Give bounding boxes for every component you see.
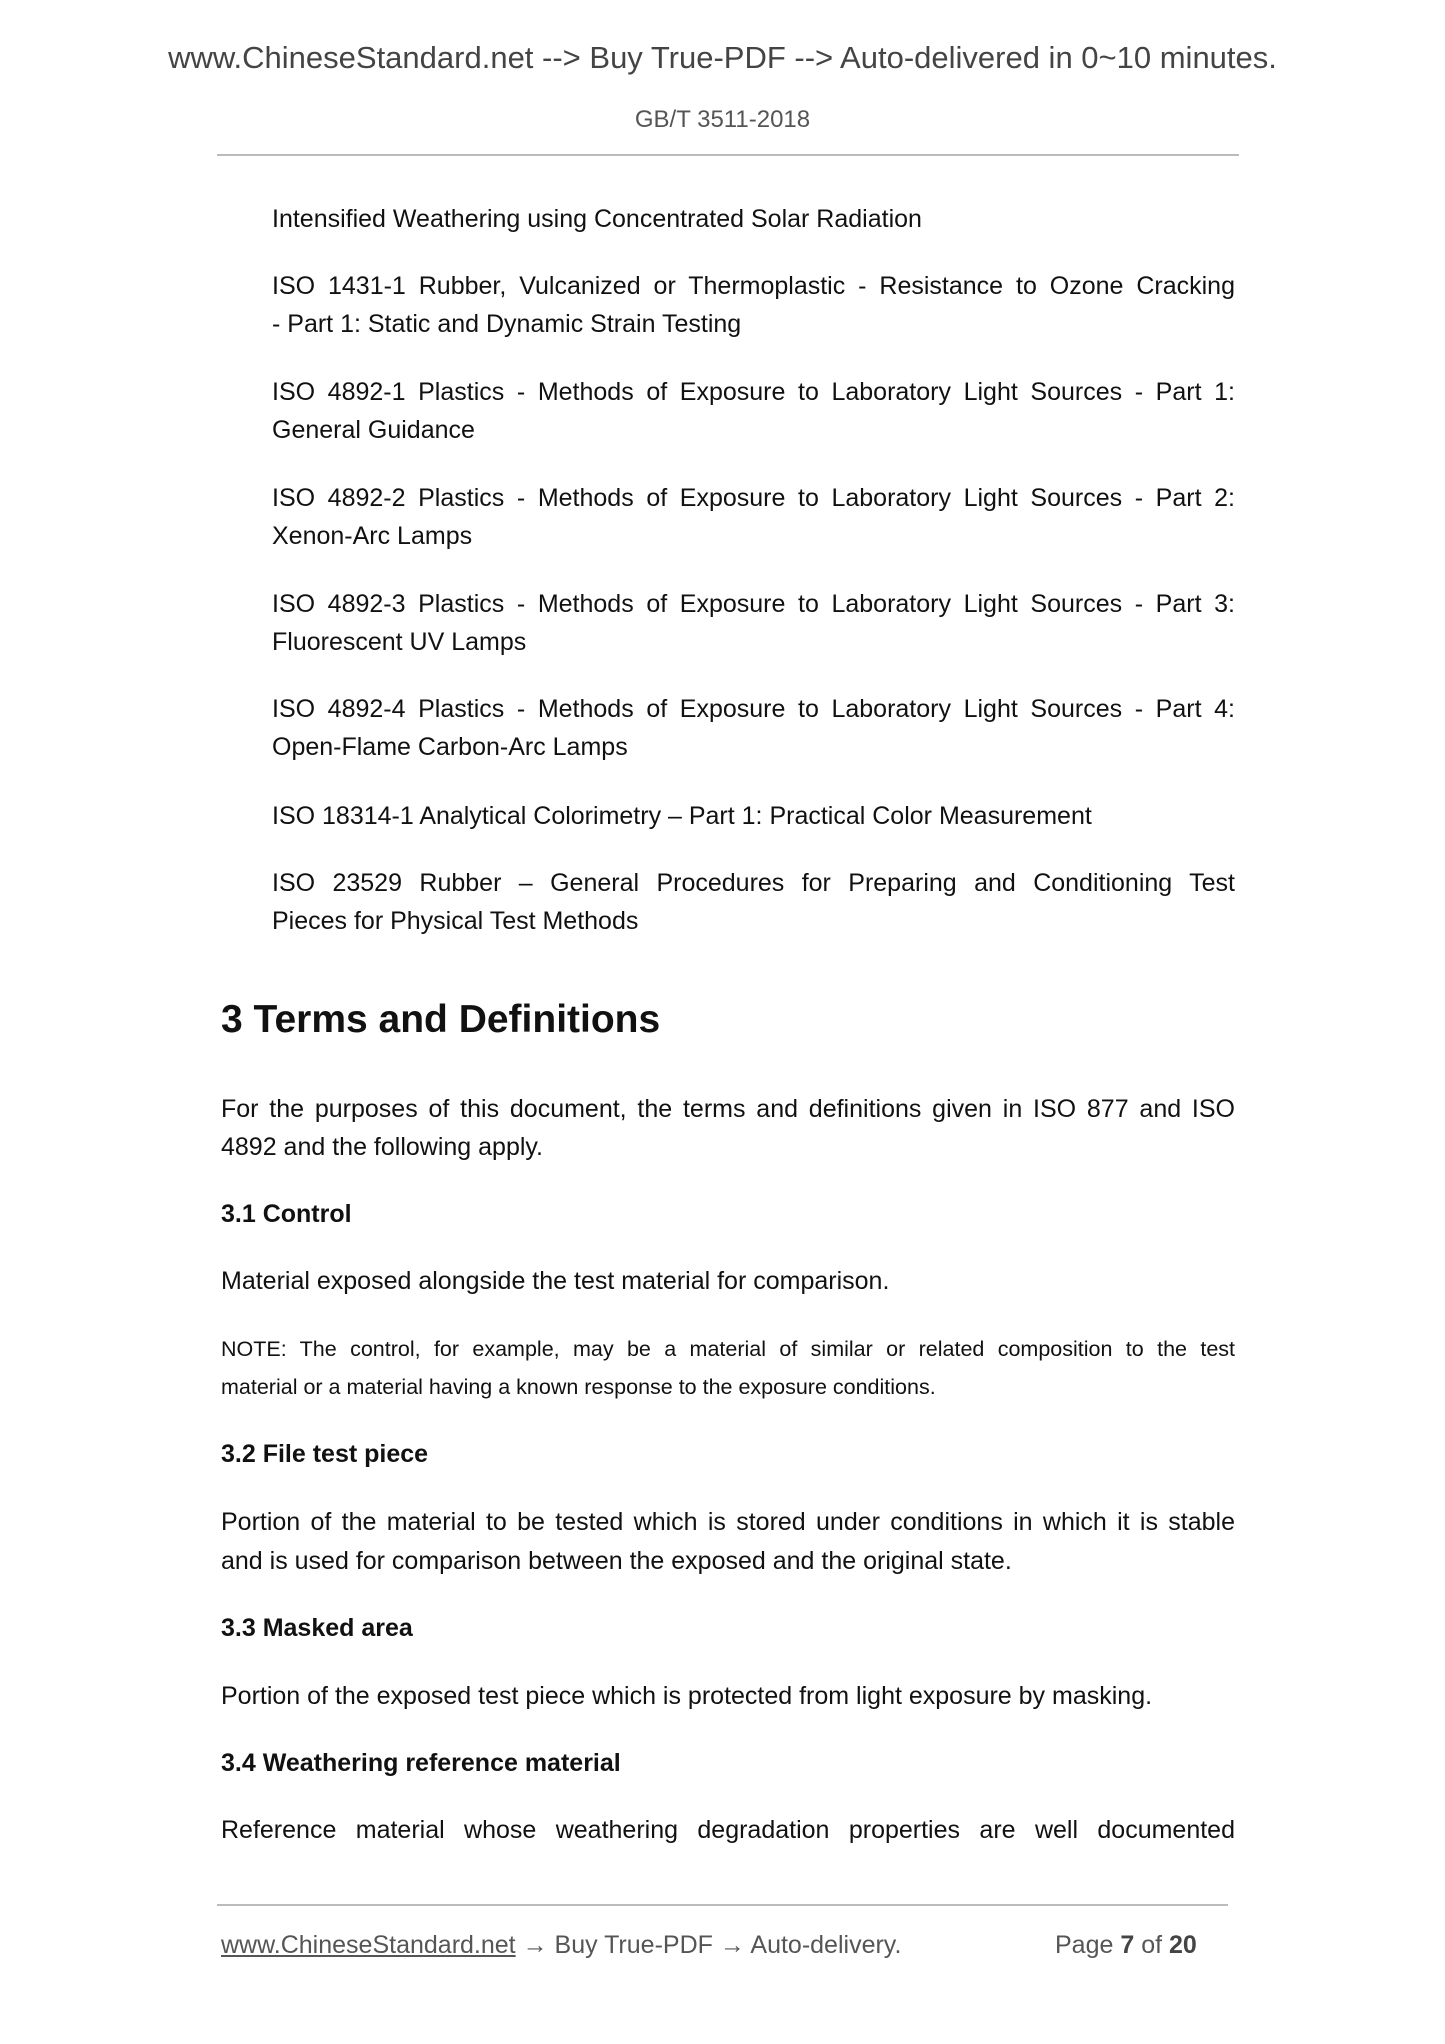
term-note: NOTE: The control, for example, may be a material of similar or related composition to the test: [221, 1337, 1235, 1361]
footer-divider: [217, 1904, 1228, 1906]
term-heading: 3.3 Masked area: [221, 1614, 413, 1642]
term-definition: Reference material whose weathering degradation properties are well documented: [221, 1816, 1235, 1844]
footer-text: [221, 1926, 901, 1964]
reference-line: ISO 23529 Rubber – General Procedures for Preparing and Conditioning Test: [272, 869, 1235, 897]
intro-text: For the purposes of this document, the terms and definitions given in ISO 877 and ISO: [221, 1095, 1235, 1123]
header-banner: www.ChineseStandard.net --> Buy True-PDF --> Auto-delivered in 0~10 minutes.: [168, 40, 1277, 75]
total-pages: 20: [1169, 1931, 1197, 1959]
term-heading: 3.4 Weathering reference material: [221, 1749, 621, 1777]
reference-line: Xenon-Arc Lamps: [272, 522, 473, 550]
term-heading: 3.1 Control: [221, 1200, 352, 1228]
intro-text: 4892 and the following apply.: [221, 1133, 543, 1161]
current-page: 7: [1120, 1931, 1135, 1959]
reference-line: ISO 4892-4 Plastics - Methods of Exposure to Laboratory Light Sources - Part 4:: [272, 695, 1235, 723]
document-code: GB/T 3511-2018: [634, 106, 811, 133]
reference-line: General Guidance: [272, 416, 475, 444]
reference-line: ISO 4892-2 Plastics - Methods of Exposure to Laboratory Light Sources - Part 2:: [272, 484, 1235, 512]
term-definition: Material exposed alongside the test material for comparison.: [221, 1267, 890, 1295]
term-definition: and is used for comparison between the exposed and the original state.: [221, 1547, 1012, 1575]
reference-line: Pieces for Physical Test Methods: [272, 907, 639, 935]
reference-line: Open-Flame Carbon-Arc Lamps: [272, 733, 628, 761]
page-of: of: [1141, 1931, 1163, 1959]
section-heading: 3 Terms and Definitions: [221, 998, 661, 1041]
term-note: material or a material having a known response to the exposure conditions.: [221, 1375, 936, 1399]
reference-line: Fluorescent UV Lamps: [272, 628, 527, 656]
reference-line: - Part 1: Static and Dynamic Strain Testing: [272, 310, 742, 338]
reference-line: ISO 4892-1 Plastics - Methods of Exposure to Laboratory Light Sources - Part 1:: [272, 378, 1235, 406]
footer-slogan: → Buy True-PDF → Auto-delivery.: [515, 1931, 902, 1959]
reference-line: Intensified Weathering using Concentrated Solar Radiation: [272, 205, 922, 233]
reference-line: ISO 18314-1 Analytical Colorimetry – Part 1: Practical Color Measurement: [272, 802, 1092, 830]
reference-line: ISO 1431-1 Rubber, Vulcanized or Thermoplastic - Resistance to Ozone Cracking: [272, 272, 1235, 300]
page-label: Page: [1055, 1931, 1114, 1959]
term-definition: Portion of the exposed test piece which is protected from light exposure by masking.: [221, 1682, 1153, 1710]
page-number: [1055, 1926, 1197, 1964]
term-definition: Portion of the material to be tested which is stored under conditions in which it is stable: [221, 1508, 1235, 1536]
reference-line: ISO 4892-3 Plastics - Methods of Exposure to Laboratory Light Sources - Part 3:: [272, 590, 1235, 618]
header-divider: [217, 154, 1239, 156]
footer-link[interactable]: www.ChineseStandard.net: [221, 1931, 516, 1959]
term-heading: 3.2 File test piece: [221, 1440, 429, 1468]
